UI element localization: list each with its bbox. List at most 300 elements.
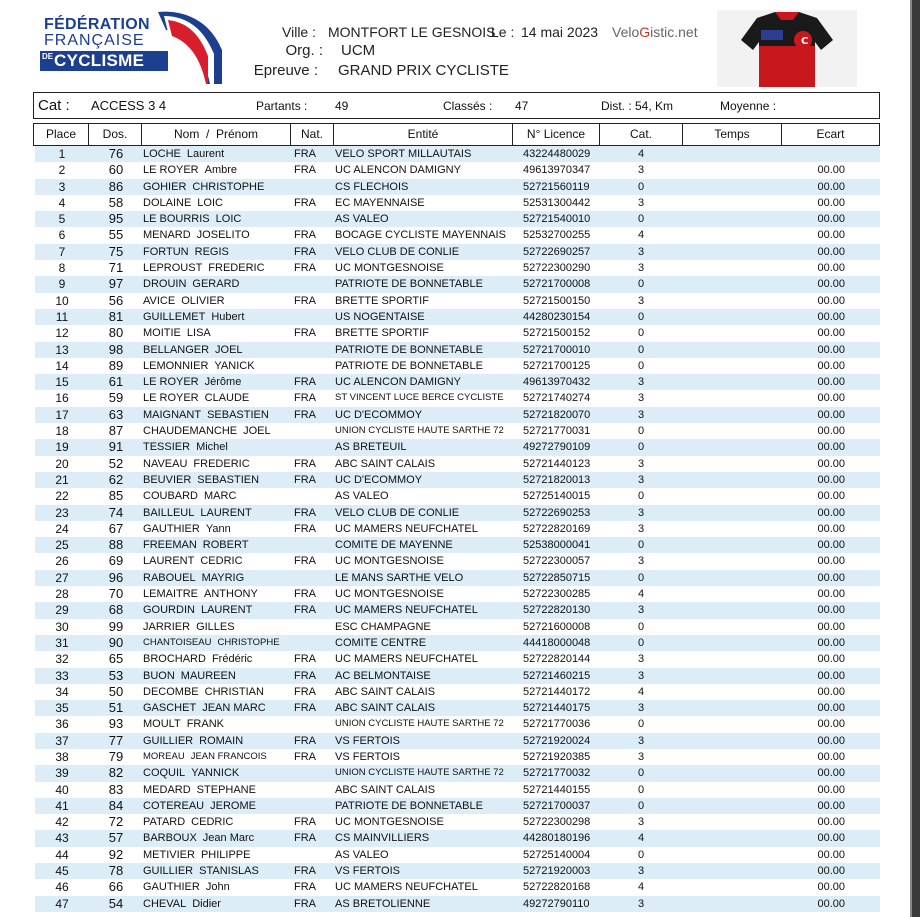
cell-licence: 52722820130 bbox=[523, 604, 591, 617]
col-entite: Entité bbox=[333, 123, 513, 146]
cell-licence: 52721500150 bbox=[523, 294, 591, 307]
velogistic-brand bbox=[612, 24, 698, 40]
cell-prenom: YANNICK bbox=[191, 767, 240, 780]
cell-nat: FRA bbox=[294, 604, 316, 617]
cell-nat: FRA bbox=[294, 327, 316, 340]
cell-place: 33 bbox=[55, 668, 69, 683]
ffc-swoosh-icon bbox=[138, 10, 224, 85]
cell-ecart: 00.00 bbox=[817, 816, 845, 829]
cell-entite: EC MAYENNAISE bbox=[335, 196, 425, 209]
classes-value: 47 bbox=[515, 99, 529, 113]
table-row bbox=[35, 553, 880, 569]
cell-nat: FRA bbox=[294, 832, 316, 845]
logo-line2: FRANÇAISE bbox=[44, 32, 145, 49]
cell-nom: CHANTOISEAU bbox=[143, 636, 212, 648]
cell-prenom: Ambre bbox=[204, 164, 238, 177]
cell-licence: 44280180196 bbox=[523, 832, 591, 845]
cell-cat: 0 bbox=[637, 636, 645, 649]
cell-cat: 3 bbox=[637, 408, 645, 421]
cell-nom-prenom bbox=[143, 505, 252, 521]
cell-prenom: LAURENT bbox=[200, 506, 252, 519]
cell-prenom: LOIC bbox=[197, 196, 223, 209]
cell-entite: ABC SAINT CALAIS bbox=[335, 702, 436, 715]
cell-cat: 3 bbox=[637, 262, 645, 275]
cell-prenom: CLAUDE bbox=[204, 392, 250, 405]
col-nat: Nat. bbox=[290, 123, 334, 146]
cell-prenom: JEAN FRANCOIS bbox=[190, 750, 267, 762]
cell-entite: LE MANS SARTHE VELO bbox=[335, 571, 464, 584]
cell-nom: CHAUDEMANCHE bbox=[143, 425, 238, 438]
table-row bbox=[35, 537, 880, 553]
cell-licence: 49613970347 bbox=[523, 164, 591, 177]
cell-dos: 80 bbox=[108, 325, 124, 341]
cell-nom: LEMONNIER bbox=[143, 359, 209, 372]
epreuve-value: GRAND PRIX CYCLISTE bbox=[338, 62, 509, 79]
cell-prenom: JOEL bbox=[215, 343, 243, 356]
cell-place: 12 bbox=[55, 326, 69, 341]
cell-licence: 49272790109 bbox=[523, 441, 591, 454]
cell-nom: FORTUN bbox=[143, 245, 189, 258]
cell-place: 36 bbox=[55, 717, 69, 732]
cell-prenom: ROMAIN bbox=[199, 734, 244, 747]
cell-licence: 52721820070 bbox=[523, 408, 591, 421]
cell-cat: 0 bbox=[637, 571, 645, 584]
cell-dos: 89 bbox=[108, 357, 124, 373]
cell-nom: MEDARD bbox=[143, 783, 191, 796]
cell-nom: DOLAINE bbox=[143, 196, 192, 209]
cell-nom: MOREAU bbox=[143, 750, 185, 762]
cell-dos: 87 bbox=[108, 423, 124, 439]
cell-place: 5 bbox=[58, 212, 66, 227]
cell-prenom: Frédéric bbox=[211, 653, 253, 666]
cell-dos: 95 bbox=[108, 211, 124, 227]
table-header bbox=[33, 123, 880, 146]
table-row bbox=[35, 684, 880, 700]
cell-nat: FRA bbox=[294, 881, 316, 894]
cell-nat: FRA bbox=[294, 294, 316, 307]
cell-cat: 3 bbox=[637, 473, 645, 486]
cell-dos: 81 bbox=[108, 308, 124, 324]
cell-entite: UC MONTGESNOISE bbox=[335, 262, 444, 275]
table-row bbox=[35, 668, 880, 684]
cell-entite: VS FERTOIS bbox=[335, 750, 401, 763]
cell-entite: VELO CLUB DE CONLIE bbox=[335, 506, 460, 519]
cell-nom: LE ROYER bbox=[143, 392, 199, 405]
cell-place: 3 bbox=[58, 179, 66, 194]
cell-nat: FRA bbox=[294, 457, 316, 470]
cell-licence: 52721700010 bbox=[523, 343, 591, 356]
col-cat: Cat. bbox=[599, 123, 683, 146]
cell-entite: UC MONTGESNOISE bbox=[335, 816, 444, 829]
cell-entite: ABC SAINT CALAIS bbox=[335, 685, 436, 698]
cell-dos: 85 bbox=[108, 488, 124, 504]
cell-ecart: 00.00 bbox=[817, 881, 845, 894]
cell-cat: 0 bbox=[637, 799, 645, 812]
cell-dos: 54 bbox=[108, 895, 124, 911]
cell-licence: 52721920003 bbox=[523, 865, 591, 878]
cell-nat: FRA bbox=[294, 669, 316, 682]
cell-dos: 93 bbox=[108, 716, 124, 732]
cell-cat: 0 bbox=[637, 310, 645, 323]
cell-nat: FRA bbox=[294, 865, 316, 878]
cell-entite: ESC CHAMPAGNE bbox=[335, 620, 431, 633]
col-temps: Temps bbox=[682, 123, 782, 146]
table-row bbox=[35, 798, 880, 814]
cell-prenom: STEPHANE bbox=[196, 783, 256, 796]
cell-dos: 56 bbox=[108, 292, 124, 308]
cell-nom-prenom bbox=[143, 879, 230, 895]
cell-nom-prenom bbox=[143, 488, 236, 504]
cell-nom: GUILLEMET bbox=[143, 310, 206, 323]
category-summary bbox=[33, 92, 880, 119]
cell-cat: 3 bbox=[637, 669, 645, 682]
table-row bbox=[35, 244, 880, 260]
cell-prenom: MAUREEN bbox=[180, 669, 236, 682]
cell-licence: 52722850715 bbox=[523, 571, 591, 584]
cell-ecart: 00.00 bbox=[817, 164, 845, 177]
cell-place: 4 bbox=[58, 195, 66, 210]
cell-ecart: 00.00 bbox=[817, 897, 845, 910]
cell-cat: 3 bbox=[637, 196, 645, 209]
cell-place: 13 bbox=[55, 342, 69, 357]
cell-place: 38 bbox=[55, 749, 69, 764]
cell-dos: 65 bbox=[108, 651, 124, 667]
cell-dos: 53 bbox=[108, 667, 124, 683]
table-row bbox=[35, 700, 880, 716]
cell-cat: 0 bbox=[637, 441, 645, 454]
cell-place: 8 bbox=[58, 261, 66, 276]
cell-licence: 52722300290 bbox=[523, 262, 591, 275]
cell-nom: MOITIE bbox=[143, 327, 181, 340]
cell-ecart: 00.00 bbox=[817, 490, 845, 503]
cell-place: 7 bbox=[58, 244, 66, 259]
table-row bbox=[35, 830, 880, 846]
table-row bbox=[35, 782, 880, 798]
cell-dos: 86 bbox=[108, 178, 124, 194]
cell-dos: 78 bbox=[108, 863, 124, 879]
cell-licence: 52722690253 bbox=[523, 506, 591, 519]
cell-cat: 0 bbox=[637, 425, 645, 438]
cell-entite: AS BRETEUIL bbox=[335, 441, 407, 454]
cell-ecart: 00.00 bbox=[817, 180, 845, 193]
cell-cat: 0 bbox=[637, 718, 645, 731]
cell-dos: 69 bbox=[108, 553, 124, 569]
cell-nat: FRA bbox=[294, 702, 316, 715]
cell-nom-prenom bbox=[143, 798, 256, 814]
cell-prenom: Yann bbox=[205, 522, 231, 535]
cell-cat: 3 bbox=[637, 294, 645, 307]
table-row bbox=[35, 342, 880, 358]
table-row bbox=[35, 602, 880, 618]
table-row bbox=[35, 456, 880, 472]
cell-prenom: LOIC bbox=[215, 213, 242, 226]
cell-licence: 43224480029 bbox=[523, 148, 591, 160]
cell-nom: DECOMBE bbox=[143, 685, 199, 698]
cell-nom-prenom bbox=[143, 390, 249, 406]
cell-nom-prenom bbox=[143, 847, 250, 863]
cell-entite: ABC SAINT CALAIS bbox=[335, 457, 436, 470]
cell-prenom: John bbox=[205, 881, 230, 894]
cell-dos: 84 bbox=[108, 797, 124, 813]
cell-dos: 59 bbox=[108, 390, 124, 406]
cell-ecart: 00.00 bbox=[817, 702, 845, 715]
cell-prenom: CHRISTIAN bbox=[204, 685, 264, 698]
cell-licence: 49272790110 bbox=[523, 897, 590, 910]
cell-nom: AVICE bbox=[143, 294, 176, 307]
cell-nom: GOURDIN bbox=[143, 604, 195, 617]
cell-licence: 52725140004 bbox=[523, 848, 591, 861]
cell-nom-prenom bbox=[143, 146, 224, 162]
cell-licence: 52722300057 bbox=[523, 555, 591, 568]
cell-nom-prenom bbox=[143, 195, 223, 211]
epreuve-label: Epreuve : bbox=[253, 62, 318, 79]
cell-dos: 55 bbox=[108, 227, 124, 243]
table-row bbox=[35, 896, 880, 912]
jersey-image bbox=[717, 10, 857, 87]
cell-entite: UC MAMERS NEUFCHATEL bbox=[335, 522, 478, 535]
cell-nom-prenom bbox=[143, 684, 264, 700]
cell-place: 29 bbox=[55, 603, 69, 618]
cell-nom-prenom bbox=[143, 423, 271, 439]
table-row bbox=[35, 570, 880, 586]
cell-entite: UC ALENCON DAMIGNY bbox=[335, 376, 461, 389]
col-dos: Dos. bbox=[88, 123, 142, 146]
cell-place: 1 bbox=[58, 147, 66, 161]
table-row bbox=[35, 749, 880, 765]
cell-nom-prenom bbox=[143, 293, 225, 309]
cell-nat: FRA bbox=[294, 653, 316, 666]
cell-nom: LAURENT bbox=[143, 555, 195, 568]
cell-ecart: 00.00 bbox=[817, 457, 845, 470]
cell-nom-prenom bbox=[143, 635, 280, 651]
cell-ecart: 00.00 bbox=[817, 734, 845, 747]
cell-place: 16 bbox=[55, 391, 69, 406]
cell-prenom: ROBERT bbox=[202, 539, 249, 552]
cell-dos: 66 bbox=[108, 879, 124, 895]
cell-place: 35 bbox=[55, 701, 69, 716]
cell-cat: 0 bbox=[637, 848, 645, 861]
cell-entite: UC D'ECOMMOY bbox=[335, 408, 423, 421]
cell-prenom: Jérôme bbox=[204, 376, 242, 389]
cell-licence: 52721440172 bbox=[523, 685, 591, 698]
cell-cat: 4 bbox=[637, 148, 645, 160]
cell-entite: UC D'ECOMMOY bbox=[335, 473, 423, 486]
cell-dos: 88 bbox=[108, 537, 124, 553]
cell-place: 27 bbox=[55, 570, 69, 585]
cell-place: 15 bbox=[55, 375, 69, 390]
cell-place: 23 bbox=[55, 505, 69, 520]
cell-nat: FRA bbox=[294, 229, 316, 242]
cell-place: 25 bbox=[55, 538, 69, 553]
cell-ecart: 00.00 bbox=[817, 213, 845, 226]
cell-licence: 52721440175 bbox=[523, 702, 591, 715]
cell-nom: GOHIER bbox=[143, 180, 187, 193]
classes-label: Classés : bbox=[443, 99, 493, 113]
table-row bbox=[35, 635, 880, 651]
cell-dos: 77 bbox=[108, 732, 124, 748]
cell-nom: MENARD bbox=[143, 229, 191, 242]
cell-ecart: 00.00 bbox=[817, 620, 845, 633]
cell-cat: 0 bbox=[637, 213, 645, 226]
cell-nom: LEMAITRE bbox=[143, 588, 199, 601]
cell-nom-prenom bbox=[143, 586, 258, 602]
cell-cat: 3 bbox=[637, 164, 645, 177]
cell-dos: 90 bbox=[108, 634, 124, 650]
cell-nom: RABOUEL bbox=[143, 571, 196, 584]
col-nom: Nom / Prénom bbox=[141, 123, 291, 146]
cell-cat: 3 bbox=[637, 522, 645, 535]
cell-prenom: Didier bbox=[192, 897, 221, 910]
cell-dos: 91 bbox=[108, 439, 124, 455]
cell-ecart: 00.00 bbox=[817, 278, 845, 291]
cell-place: 14 bbox=[55, 358, 69, 373]
cell-prenom: GILLES bbox=[196, 620, 235, 633]
cell-prenom: JOSELITO bbox=[196, 229, 250, 242]
table-row bbox=[35, 195, 880, 211]
cell-ecart: 00.00 bbox=[817, 669, 845, 682]
cell-cat: 0 bbox=[637, 359, 645, 372]
ville-label: Ville : bbox=[282, 24, 316, 40]
cell-nom: MOULT bbox=[143, 718, 181, 731]
cell-entite: AS VALEO bbox=[335, 848, 389, 861]
cell-ecart: 00.00 bbox=[817, 245, 845, 258]
cell-nom-prenom bbox=[143, 814, 233, 830]
cell-place: 10 bbox=[55, 293, 69, 308]
cell-ecart: 00.00 bbox=[817, 196, 845, 209]
cell-entite: UC MAMERS NEUFCHATEL bbox=[335, 653, 478, 666]
cell-licence: 52721770036 bbox=[523, 718, 591, 731]
cell-nom-prenom bbox=[143, 179, 264, 195]
cell-cat: 4 bbox=[637, 229, 645, 242]
cell-licence: 52721740274 bbox=[523, 392, 591, 405]
cell-nom-prenom bbox=[143, 830, 254, 846]
cell-licence: 52721820013 bbox=[523, 473, 591, 486]
results-table-body bbox=[35, 146, 880, 912]
cell-cat: 0 bbox=[637, 539, 645, 552]
cell-prenom: JEROME bbox=[210, 799, 256, 812]
cell-licence: 52721440123 bbox=[523, 457, 591, 470]
cell-nom: BROCHARD bbox=[143, 653, 206, 666]
cell-ecart: 00.00 bbox=[817, 376, 845, 389]
cell-prenom: REGIS bbox=[194, 245, 229, 258]
cell-licence: 52722820169 bbox=[523, 522, 591, 535]
cell-place: 37 bbox=[55, 733, 69, 748]
cell-nom-prenom bbox=[143, 325, 211, 341]
cell-dos: 62 bbox=[108, 471, 124, 487]
cell-entite: UC ALENCON DAMIGNY bbox=[335, 164, 461, 177]
cell-licence: 44280230154 bbox=[523, 310, 591, 323]
cell-entite: VELO SPORT MILLAUTAIS bbox=[335, 148, 472, 160]
table-row bbox=[35, 179, 880, 195]
window-scrollbar[interactable] bbox=[912, 0, 920, 917]
col-licence: N° Licence bbox=[512, 123, 600, 146]
cell-nat: FRA bbox=[294, 262, 316, 275]
cell-nom: MAIGNANT bbox=[143, 408, 202, 421]
cell-ecart: 00.00 bbox=[817, 522, 845, 535]
ville-value: MONTFORT LE GESNOIS bbox=[328, 24, 496, 40]
partants-value: 49 bbox=[335, 99, 349, 113]
cell-nom: GAUTHIER bbox=[143, 522, 200, 535]
cell-ecart: 00.00 bbox=[817, 750, 845, 763]
cell-prenom: SEBASTIEN bbox=[207, 408, 269, 421]
partants-label: Partants : bbox=[256, 99, 308, 113]
cell-dos: 82 bbox=[108, 765, 124, 781]
brand-part-g: G bbox=[639, 24, 651, 40]
cell-nom: GUILLIER bbox=[143, 734, 194, 747]
cell-nom-prenom bbox=[143, 700, 266, 716]
cell-nat: FRA bbox=[294, 196, 316, 209]
cell-ecart: 00.00 bbox=[817, 473, 845, 486]
cell-nom-prenom bbox=[143, 309, 244, 325]
cell-place: 20 bbox=[55, 456, 69, 471]
cell-cat: 3 bbox=[637, 734, 645, 747]
cell-cat: 0 bbox=[637, 783, 645, 796]
table-row bbox=[35, 309, 880, 325]
cell-nat: FRA bbox=[294, 148, 316, 160]
cell-cat: 3 bbox=[637, 392, 645, 405]
cell-prenom: ANTHONY bbox=[204, 588, 258, 601]
cell-nat: FRA bbox=[294, 750, 316, 763]
svg-text:C: C bbox=[801, 36, 809, 47]
cell-prenom: CHRISTOPHE bbox=[217, 636, 280, 648]
cell-place: 32 bbox=[55, 652, 69, 667]
cell-ecart: 00.00 bbox=[817, 783, 845, 796]
cell-place: 46 bbox=[55, 880, 69, 895]
cell-nom: DROUIN bbox=[143, 278, 187, 291]
cell-cat: 4 bbox=[637, 588, 645, 601]
cell-nom-prenom bbox=[143, 211, 241, 227]
cell-licence: 52721920024 bbox=[523, 734, 591, 747]
cell-prenom: CHRISTOPHE bbox=[192, 180, 265, 193]
cell-place: 41 bbox=[55, 798, 69, 813]
cell-cat: 3 bbox=[637, 653, 645, 666]
cell-dos: 60 bbox=[108, 162, 124, 178]
cell-dos: 68 bbox=[108, 602, 124, 618]
cell-place: 31 bbox=[55, 635, 69, 650]
cell-nom: LOCHE bbox=[143, 148, 181, 160]
cell-nom: LE BOURRIS bbox=[143, 213, 210, 226]
cell-prenom: JEAN MARC bbox=[202, 702, 266, 715]
cell-place: 30 bbox=[55, 619, 69, 634]
cell-entite: ABC SAINT CALAIS bbox=[335, 783, 436, 796]
cell-entite: CS FLECHOIS bbox=[335, 180, 409, 193]
cell-prenom: CEDRIC bbox=[191, 816, 234, 829]
date-label: Le : bbox=[491, 24, 515, 40]
cell-nom-prenom bbox=[143, 602, 252, 618]
cell-nom-prenom bbox=[143, 439, 228, 455]
cell-ecart: 00.00 bbox=[817, 310, 845, 323]
cell-prenom: LISA bbox=[186, 327, 211, 340]
cell-licence: 44418000048 bbox=[523, 636, 591, 649]
cell-licence: 52722820168 bbox=[523, 881, 591, 894]
brand-part-a: Velo bbox=[612, 24, 640, 40]
cell-entite: PATRIOTE DE BONNETABLE bbox=[335, 799, 483, 812]
cell-nom-prenom bbox=[143, 521, 231, 537]
cell-nom: PATARD bbox=[143, 816, 186, 829]
cell-nom: LE ROYER bbox=[143, 164, 199, 177]
cell-entite: VELO CLUB DE CONLIE bbox=[335, 245, 460, 258]
cell-cat: 3 bbox=[637, 816, 645, 829]
cell-place: 22 bbox=[55, 489, 69, 504]
cell-cat: 3 bbox=[637, 457, 645, 470]
table-row bbox=[35, 374, 880, 390]
cell-entite: UC MONTGESNOISE bbox=[335, 555, 444, 568]
cell-ecart: 00.00 bbox=[817, 262, 845, 275]
cell-ecart: 00.00 bbox=[817, 294, 845, 307]
cell-place: 40 bbox=[55, 782, 69, 797]
table-row bbox=[35, 358, 880, 374]
cell-nom-prenom bbox=[143, 651, 252, 667]
